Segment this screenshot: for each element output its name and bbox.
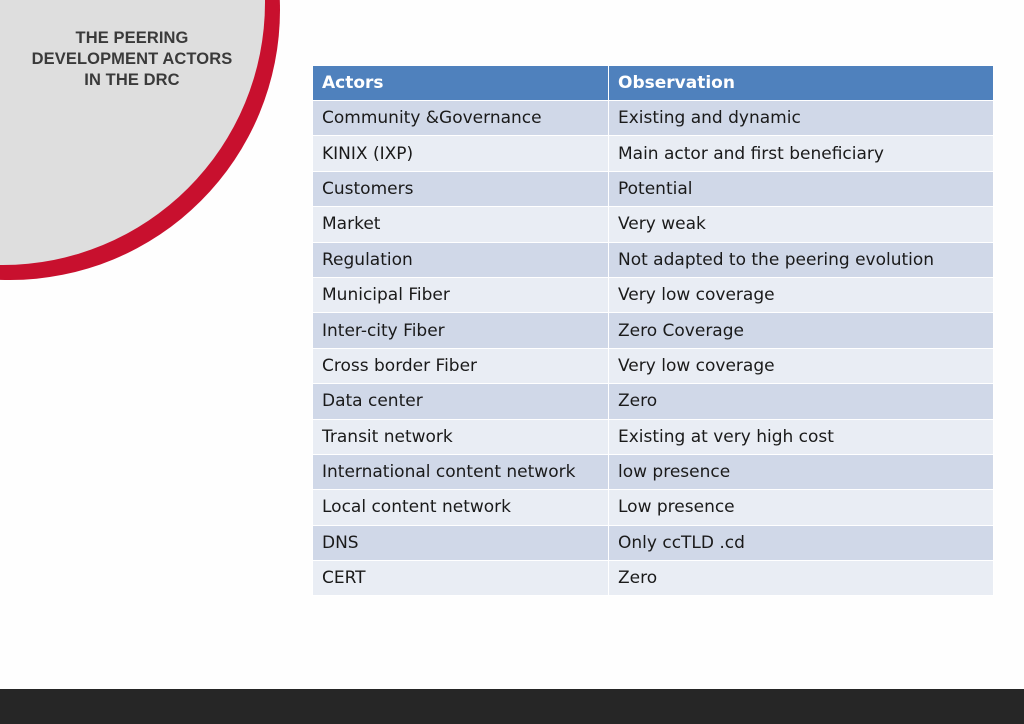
observation-cell: Main actor and first beneficiary	[609, 136, 994, 171]
actor-cell: Inter-city Fiber	[313, 313, 609, 348]
slide-title-line-3: IN THE DRC	[84, 71, 180, 89]
table-header-row	[313, 66, 994, 101]
observation-cell: Existing at very high cost	[609, 419, 994, 454]
observation-cell: Not adapted to the peering evolution	[609, 242, 994, 277]
observation-cell: Zero Coverage	[609, 313, 994, 348]
table-row	[313, 525, 994, 560]
actors-table	[312, 65, 994, 596]
actor-cell: DNS	[313, 525, 609, 560]
slide-title-line-2: DEVELOPMENT ACTORS	[31, 50, 233, 68]
observation-cell: low presence	[609, 454, 994, 489]
actor-cell: Municipal Fiber	[313, 277, 609, 312]
table-row	[313, 242, 994, 277]
observation-cell: Zero	[609, 384, 994, 419]
actor-cell: Data center	[313, 384, 609, 419]
observation-cell: Potential	[609, 171, 994, 206]
table-row	[313, 171, 994, 206]
table-row	[313, 561, 994, 596]
actor-cell: Community &Governance	[313, 101, 609, 136]
column-header-observation: Observation	[609, 66, 994, 101]
observation-cell: Zero	[609, 561, 994, 596]
slide-title-line-1: THE PEERING	[75, 29, 189, 47]
actor-cell: Customers	[313, 171, 609, 206]
observation-cell: Low presence	[609, 490, 994, 525]
table-row	[313, 207, 994, 242]
actor-cell: Regulation	[313, 242, 609, 277]
actor-cell: Cross border Fiber	[313, 348, 609, 383]
actor-cell: Market	[313, 207, 609, 242]
table-row	[313, 419, 994, 454]
table-row	[313, 384, 994, 419]
table-row	[313, 348, 994, 383]
actor-cell: Transit network	[313, 419, 609, 454]
table-row	[313, 490, 994, 525]
actor-cell: International content network	[313, 454, 609, 489]
actor-cell: Local content network	[313, 490, 609, 525]
observation-cell: Very low coverage	[609, 348, 994, 383]
observation-cell: Existing and dynamic	[609, 101, 994, 136]
table-row	[313, 313, 994, 348]
slide-title	[12, 28, 252, 91]
observation-cell: Only ccTLD .cd	[609, 525, 994, 560]
table-row	[313, 454, 994, 489]
table-row	[313, 277, 994, 312]
table-row	[313, 101, 994, 136]
actor-cell: CERT	[313, 561, 609, 596]
observation-cell: Very weak	[609, 207, 994, 242]
table-row	[313, 136, 994, 171]
footer-bar	[0, 689, 1024, 724]
table-body	[313, 101, 994, 596]
actor-cell: KINIX (IXP)	[313, 136, 609, 171]
observation-cell: Very low coverage	[609, 277, 994, 312]
column-header-actors: Actors	[313, 66, 609, 101]
